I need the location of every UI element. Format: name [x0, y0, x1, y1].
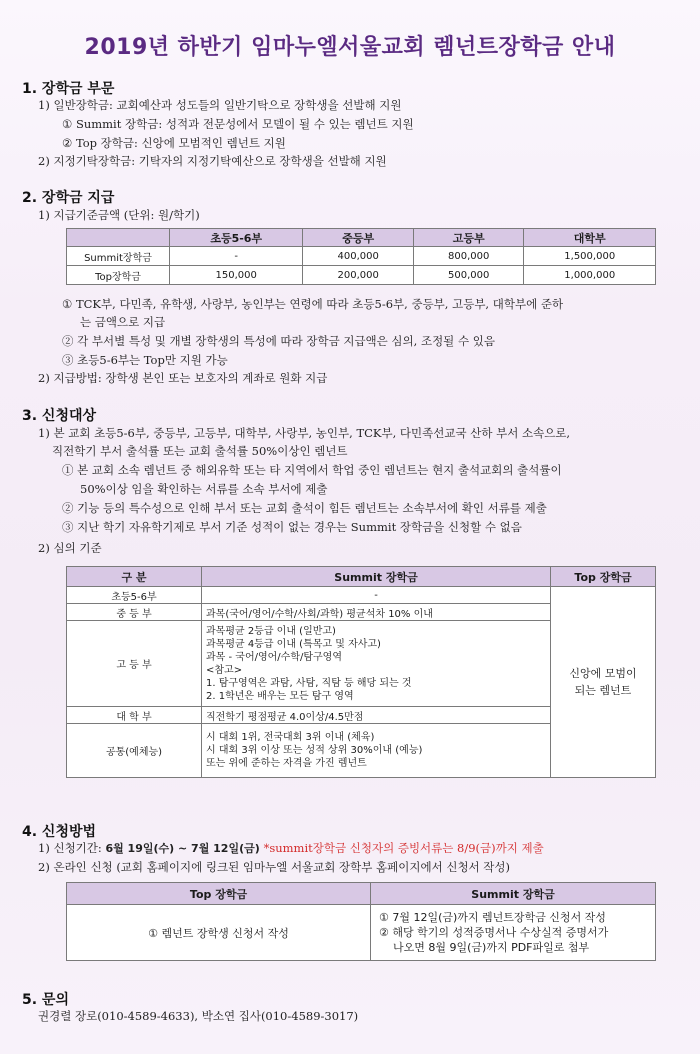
criteria-div-high: 고 등 부 — [67, 621, 202, 707]
payment-cell: 150,000 — [170, 266, 303, 285]
criteria-summit-college: 직전학기 평점평균 4.0이상/4.5만점 — [202, 707, 551, 724]
criteria-top-line-2: 되는 렘넌트 — [574, 684, 632, 697]
s3-line-1b: 직전학기 부서 출석률 또는 교회 출석률 50%이상인 렘넌트 — [52, 444, 348, 458]
s2-note-1b: 는 금액으로 지급 — [80, 315, 166, 329]
s3-note-2: ② 기능 등의 특수성으로 인해 부서 또는 교회 출석이 힘든 렘넌트는 소속부서에 확인 서류를 제출 — [62, 501, 547, 515]
s3-note-3: ③ 지난 학기 자유학기제로 부서 기준 성적이 없는 경우는 Summit 장학금을 신청할 수 없음 — [62, 520, 522, 534]
s2-note-2: ② 각 부서별 특성 및 개별 장학생의 특성에 따라 장학금 지급액은 심의, 조정될 수 있음 — [62, 334, 495, 348]
application-table — [66, 882, 656, 961]
application-header-summit: Summit 장학금 — [371, 883, 656, 905]
criteria-div-college: 대 학 부 — [67, 707, 202, 724]
application-summit-line: 나오면 8월 9일(금)까지 PDF파일로 첨부 — [393, 941, 590, 954]
criteria-arts-line: 시 대회 3위 이상 또는 성적 상위 30%이내 (예능) — [206, 745, 423, 756]
criteria-top-all — [551, 587, 656, 778]
s4-period-note: *summit장학금 신청자의 증빙서류는 8/9(금)까지 제출 — [263, 841, 544, 855]
application-summit-line: ② 해당 학기의 성적증명서나 수상실적 증명서가 — [379, 926, 609, 939]
criteria-high-line: 과목평균 4등급 이내 (특목고 및 자사고) — [206, 638, 381, 650]
payment-header: 대학부 — [524, 229, 656, 247]
payment-cell: - — [170, 247, 303, 266]
s3-line-1a: 1) 본 교회 초등5-6부, 중등부, 고등부, 대학부, 사랑부, 농인부, TCK부, 다민족선교국 산하 부서 소속으로, — [38, 426, 571, 440]
s5-line-1: 권경렬 장로(010-4589-4633), 박소연 집사(010-4589-3017) — [38, 1009, 359, 1023]
criteria-summit-elementary: - — [202, 587, 551, 604]
criteria-div-elementary: 초등5-6부 — [67, 587, 202, 604]
s1-line-3: ② Top 장학금: 신앙에 모범적인 렘넌트 지원 — [62, 136, 286, 150]
s1-line-4: 2) 지정기탁장학금: 기탁자의 지정기탁예산으로 장학생을 선발해 지원 — [38, 154, 387, 168]
s2-note-3: ③ 초등5-6부는 Top만 지원 가능 — [62, 353, 228, 367]
s2-line-1: 1) 지급기준금액 (단위: 원/학기) — [38, 208, 200, 222]
payment-cell: Summit장학금 — [67, 247, 170, 266]
s2-note-1a: ① TCK부, 다민족, 유학생, 사랑부, 농인부는 연령에 따라 초등5-6부, 중등부, 고등부, 대학부에 준하 — [62, 297, 564, 311]
criteria-table — [66, 566, 656, 778]
payment-header: 초등5-6부 — [170, 229, 303, 247]
application-summit-cell — [371, 905, 656, 961]
criteria-high-line: 2. 1학년은 배우는 모든 탐구 영역 — [206, 690, 354, 702]
s1-line-1: 1) 일반장학금: 교회예산과 성도들의 일반기탁으로 장학생을 선발해 지원 — [38, 98, 402, 112]
application-summit-line: ① 7월 12일(금)까지 렘넌트장학금 신청서 작성 — [379, 911, 606, 924]
criteria-summit-middle: 과목(국어/영어/수학/사회/과학) 평균석차 10% 이내 — [202, 604, 551, 621]
payment-cell: 500,000 — [413, 266, 524, 285]
s1-line-2: ① Summit 장학금: 성적과 전문성에서 모델이 될 수 있는 렘넌트 지원 — [62, 117, 414, 131]
payment-table — [66, 228, 656, 285]
criteria-header-summit: Summit 장학금 — [202, 567, 551, 587]
criteria-div-middle: 중 등 부 — [67, 604, 202, 621]
criteria-summit-arts — [202, 724, 551, 778]
payment-cell: 1,000,000 — [524, 266, 656, 285]
application-top-cell: ① 렘넌트 장학생 신청서 작성 — [67, 905, 371, 961]
criteria-high-line: <참고> — [206, 664, 243, 676]
payment-header: 중등부 — [303, 229, 414, 247]
criteria-arts-line: 시 대회 1위, 전국대회 3위 이내 (체육) — [206, 732, 375, 743]
payment-header-empty — [67, 229, 170, 247]
s3-note-1b: 50%이상 임을 확인하는 서류를 소속 부서에 제출 — [80, 482, 328, 496]
page-title: 2019년 하반기 임마누엘서울교회 렘넌트장학금 안내 — [84, 35, 616, 60]
s2-line-2: 2) 지급방법: 장학생 본인 또는 보호자의 계좌로 원화 지급 — [38, 371, 328, 385]
criteria-header-top: Top 장학금 — [551, 567, 656, 587]
section-3-heading: 3. 신청대상 — [22, 408, 97, 424]
criteria-high-line: 1. 탐구영역은 과탐, 사탐, 직탐 등 해당 되는 것 — [206, 677, 412, 689]
payment-cell: 800,000 — [413, 247, 524, 266]
criteria-high-line: 과목평균 2등급 이내 (일반고) — [206, 625, 336, 637]
s3-line-2: 2) 심의 기준 — [38, 541, 102, 555]
criteria-header-div: 구 분 — [67, 567, 202, 587]
section-2-heading: 2. 장학금 지급 — [22, 190, 115, 206]
criteria-high-line: 과목 - 국어/영어/수학/탐구영역 — [206, 651, 342, 663]
criteria-summit-high — [202, 621, 551, 707]
payment-cell: Top장학금 — [67, 266, 170, 285]
section-4-heading: 4. 신청방법 — [22, 824, 97, 840]
criteria-div-arts: 공통(예체능) — [67, 724, 202, 778]
s4-period: 6월 19일(수) ~ 7월 12일(금) — [105, 842, 264, 855]
payment-cell: 200,000 — [303, 266, 414, 285]
s4-line-2: 2) 온라인 신청 (교회 홈페이지에 링크된 임마누엘 서울교회 장학부 홈페이지에서 신청서 작성) — [38, 860, 511, 874]
payment-cell: 1,500,000 — [524, 247, 656, 266]
criteria-top-line-1: 신앙에 모범이 — [569, 667, 637, 680]
s4-line-1 — [38, 840, 544, 857]
application-header-top: Top 장학금 — [67, 883, 371, 905]
section-5-heading: 5. 문의 — [22, 992, 69, 1008]
section-1-heading: 1. 장학금 부문 — [22, 81, 115, 97]
criteria-arts-line: 또는 위에 준하는 자격을 가진 렘넌트 — [206, 758, 367, 769]
payment-header: 고등부 — [413, 229, 524, 247]
s4-period-prefix: 1) 신청기간: — [38, 841, 106, 855]
payment-cell: 400,000 — [303, 247, 414, 266]
s3-note-1a: ① 본 교회 소속 렘넌트 중 해외유학 또는 타 지역에서 학업 중인 렘넌트는 현지 출석교회의 출석률이 — [62, 463, 562, 477]
